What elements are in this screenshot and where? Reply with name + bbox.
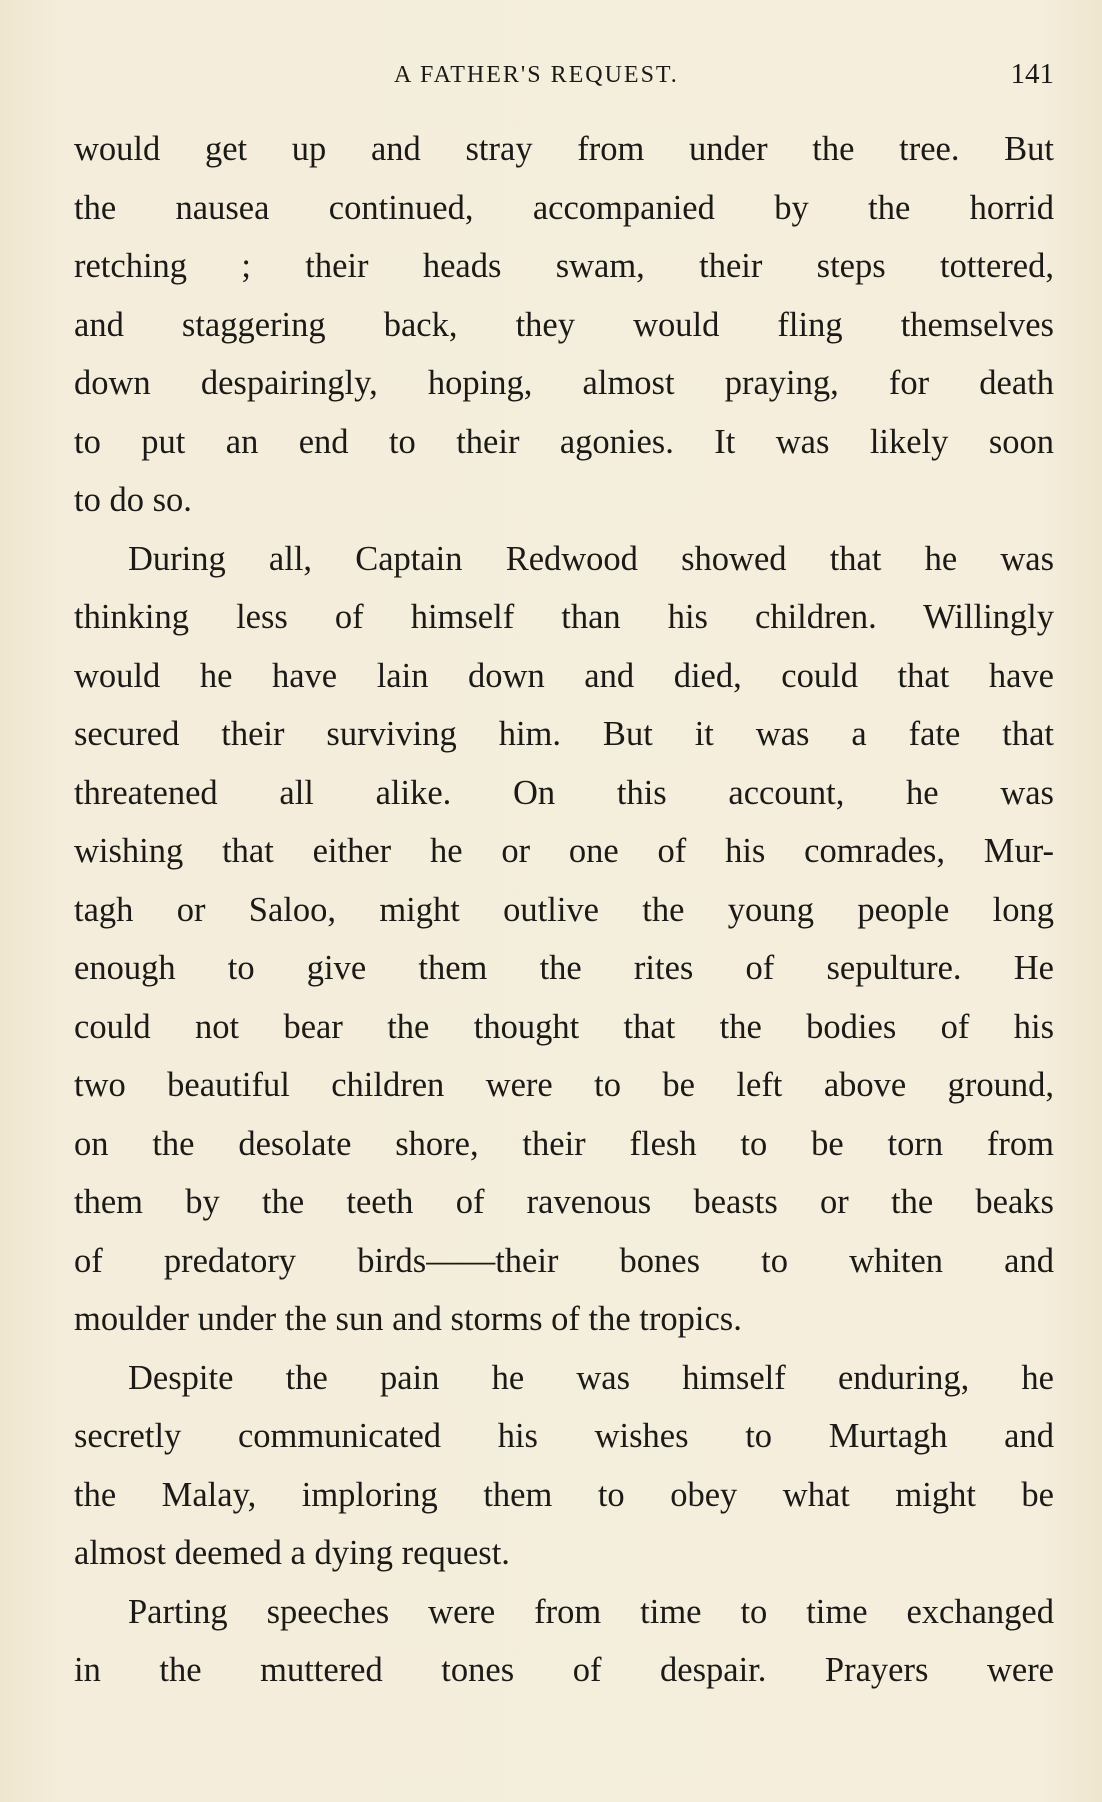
- text-line: on the desolate shore, their flesh to be torn from: [74, 1124, 1054, 1163]
- text-line: to put an end to their agonies. It was likely soon: [74, 422, 1054, 461]
- running-head: [74, 58, 1054, 98]
- paragraph: [74, 1583, 1054, 1700]
- page-number: 141: [1010, 58, 1054, 90]
- text-line: would he have lain down and died, could that have: [74, 656, 1054, 695]
- running-title: A FATHER'S REQUEST.: [394, 62, 679, 88]
- text-line: Parting speeches were from time to time exchanged: [128, 1592, 1054, 1631]
- text-line: moulder under the sun and storms of the tropics.: [74, 1300, 742, 1338]
- paragraph: [74, 120, 1054, 530]
- text-line: the Malay, imploring them to obey what might be: [74, 1475, 1054, 1514]
- text-line: them by the teeth of ravenous beasts or the beaks: [74, 1183, 1054, 1221]
- paragraph: [74, 1349, 1054, 1583]
- text-line: During all, Captain Redwood showed that he was: [128, 539, 1054, 578]
- text-line: secured their surviving him. But it was a fate that: [74, 715, 1054, 753]
- paragraph: [74, 530, 1054, 1349]
- text-line: would get up and stray from under the tree. But: [74, 130, 1054, 168]
- text-line: could not bear the thought that the bodies of his: [74, 1007, 1054, 1046]
- text-line: of predatory birds——their bones to whiten and: [74, 1241, 1054, 1280]
- text-line: to do so.: [74, 481, 192, 519]
- text-line: Despite the pain he was himself enduring, he: [128, 1358, 1054, 1397]
- text-line: the nausea continued, accompanied by the horrid: [74, 188, 1054, 227]
- text-line: in the muttered tones of despair. Prayers were: [74, 1651, 1054, 1689]
- text-line: almost deemed a dying request.: [74, 1534, 510, 1572]
- text-line: threatened all alike. On this account, he was: [74, 773, 1054, 812]
- text-line: two beautiful children were to be left above ground,: [74, 1066, 1054, 1104]
- text-line: thinking less of himself than his children. Willingly: [74, 598, 1054, 636]
- body-text: [74, 120, 1054, 1700]
- text-line: down despairingly, hoping, almost praying, for death: [74, 364, 1054, 402]
- text-line: tagh or Saloo, might outlive the young people long: [74, 890, 1054, 929]
- text-line: enough to give them the rites of sepulture. He: [74, 949, 1054, 987]
- text-line: wishing that either he or one of his comrades, Mur-: [74, 832, 1054, 870]
- text-line: and staggering back, they would fling themselves: [74, 305, 1054, 344]
- text-line: retching ; their heads swam, their steps tottered,: [74, 247, 1054, 285]
- text-line: secretly communicated his wishes to Murtagh and: [74, 1417, 1054, 1455]
